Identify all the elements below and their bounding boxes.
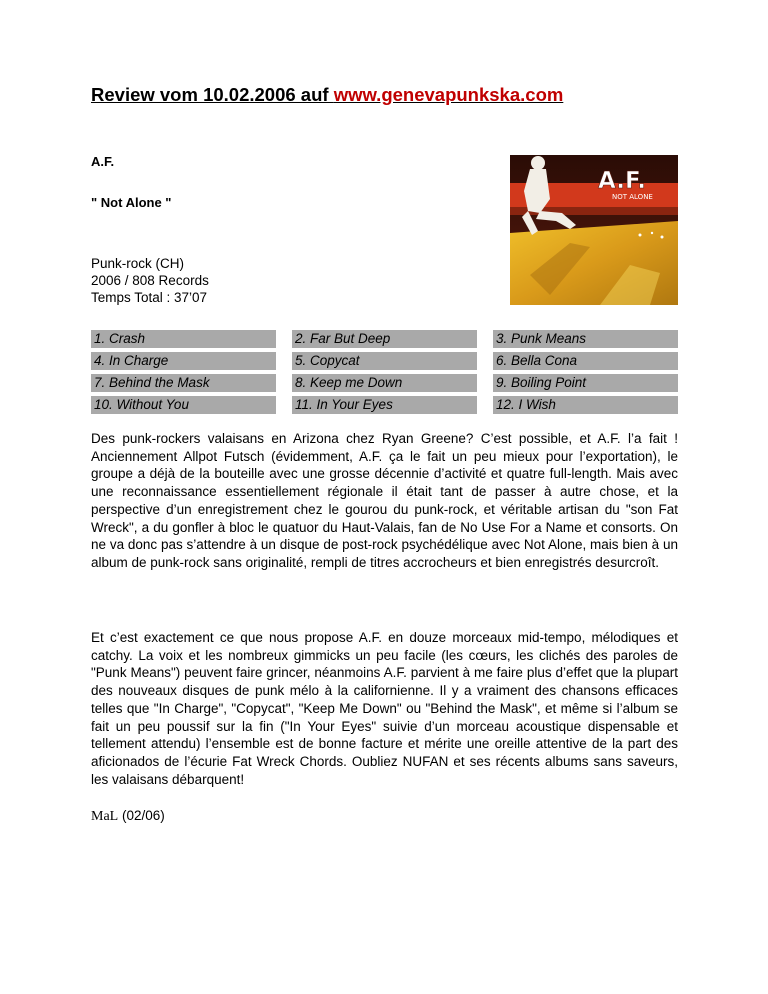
- track-item: 2. Far But Deep: [292, 330, 477, 348]
- author-name: MaL: [91, 809, 119, 824]
- title-text: Review vom 10.02.2006 auf: [91, 84, 334, 105]
- track-row: [91, 396, 678, 414]
- track-item: 5. Copycat: [292, 352, 477, 370]
- review-paragraph-1: Des punk-rockers valaisans en Arizona chez Ryan Greene? C’est possible, et A.F. l’a fait ! Anciennement Allpot Futsch (évidemment, A.F. ça le fait un peu mieux pour l’exportation), le groupe a déjà de la bouteille avec une grosse décennie d’activité et quatre full-length. Mais avec une reconnaissance essentiellement régionale il était tant de passer à autre chose, et la perspective d’un enregistrement chez le gourou du punk-rock, et véritable artisan du "son Fat Wreck", a du gonfler à bloc le quatuor du Haut-Valais, fan de No Use For a Name et consorts. On ne va donc pas s’attendre à un disque de post-rock psychédélique avec Not Alone, mais bien à un album de punk-rock sans originalité, rempli de titres accrocheurs et bien enregistrés desurcroît.: [91, 431, 678, 570]
- track-item: 8. Keep me Down: [292, 374, 477, 392]
- track-item: 4. In Charge: [91, 352, 276, 370]
- track-item: 7. Behind the Mask: [91, 374, 276, 392]
- track-item: 9. Boiling Point: [493, 374, 678, 392]
- album-cover-image: [510, 155, 678, 305]
- genre: Punk-rock (CH): [91, 256, 185, 271]
- track-item: 1. Crash: [91, 330, 276, 348]
- track-row: [91, 374, 678, 392]
- track-item: 11. In Your Eyes: [292, 396, 477, 414]
- track-item: 3. Punk Means: [493, 330, 678, 348]
- track-item: 12. I Wish: [493, 396, 678, 414]
- band-name: A.F.: [91, 154, 115, 169]
- tracklist: [91, 330, 678, 418]
- review-signature: [91, 808, 165, 825]
- total-time: Temps Total : 37’07: [91, 290, 208, 305]
- review-paragraph-2: Et c’est exactement ce que nous propose A.F. en douze morceaux mid-tempo, mélodiques et catchy. La voix et les nombreux gimmicks un peu facile (les cœurs, les clichés des paroles de "Punk Means") peuvent faire grincer, néanmoins A.F. parvient à me faire plus d’effet que la plupart des nouveaux disques de punk mélo à la californienne. Il y a vraiment des chansons efficaces telles que "In Charge", "Copycat", "Keep Me Down" ou "Behind the Mask", et même si l’album se fait un peu poussif sur la fin ("In Your Eyes" suivie d’un morceau acoustique dispensable et tellement attendu) l’ensemble est de bonne facture et mérite une oreille attentive de la part des aficionados de l’écurie Fat Wreck Chords. Oubliez NUFAN et ses récents albums sans saveurs, les valaisans débarquent!: [91, 630, 678, 787]
- album-title: " Not Alone ": [91, 195, 172, 210]
- release-info: [91, 255, 209, 306]
- cover-album-text: NOT ALONE: [612, 193, 653, 201]
- track-row: [91, 352, 678, 370]
- website-link[interactable]: www.genevapunkska.com: [333, 84, 564, 105]
- page-title: [91, 84, 563, 106]
- track-row: [91, 330, 678, 348]
- year-label: 2006 / 808 Records: [91, 273, 209, 288]
- cover-band-text: A.F.: [598, 168, 647, 194]
- track-item: 6. Bella Cona: [493, 352, 678, 370]
- track-item: 10. Without You: [91, 396, 276, 414]
- review-date: (02/06): [118, 808, 165, 823]
